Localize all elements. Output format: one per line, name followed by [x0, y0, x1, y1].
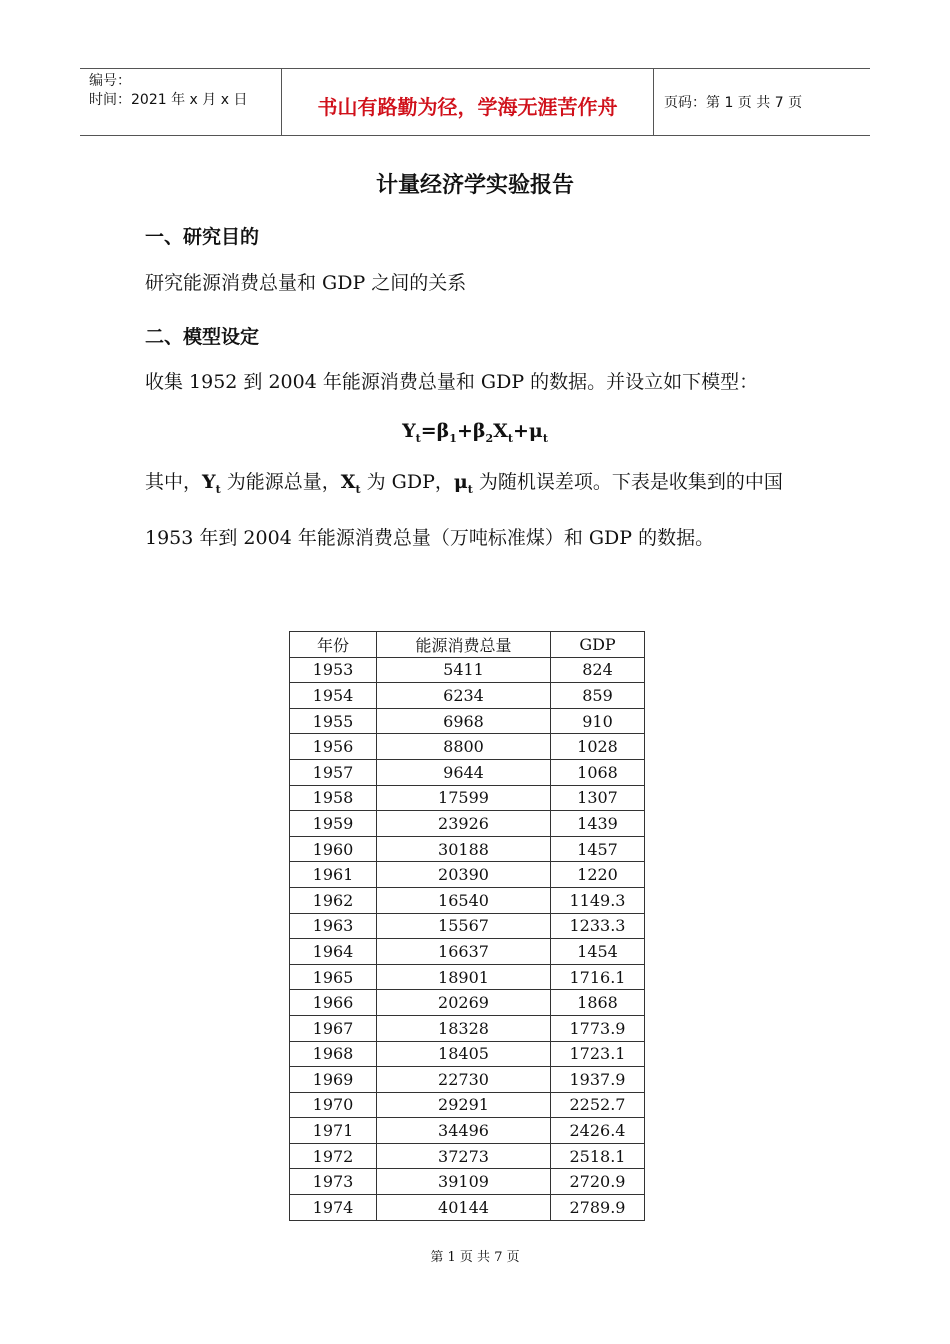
energy-gdp-table — [289, 631, 645, 1221]
header-meta — [80, 69, 282, 135]
table-row — [290, 1169, 645, 1195]
cell-energy: 34496 — [377, 1118, 551, 1144]
cell-year: 1968 — [290, 1041, 377, 1067]
section1-heading: 一、研究目的 — [145, 226, 260, 248]
table-row — [290, 990, 645, 1016]
variable-description: 其中，$Y_t$ 为能源总量，$X_t$ 为 GDP，$\mu_t$ 为随机误差项。下表是收集到的中国 1953 年到 2004 年能源消费总量（万吨标准煤）和 GDP 的数据。 — [145, 471, 783, 549]
cell-year: 1959 — [290, 811, 377, 837]
cell-gdp: 1220 — [551, 862, 645, 888]
cell-year: 1969 — [290, 1067, 377, 1093]
cell-year: 1965 — [290, 964, 377, 990]
cell-gdp: 1149.3 — [551, 887, 645, 913]
cell-gdp: 1773.9 — [551, 1015, 645, 1041]
cell-year: 1972 — [290, 1143, 377, 1169]
cell-gdp: 910 — [551, 708, 645, 734]
cell-energy: 40144 — [377, 1195, 551, 1221]
table-row — [290, 657, 645, 683]
cell-gdp: 2789.9 — [551, 1195, 645, 1221]
table-row — [290, 1067, 645, 1093]
table-row — [290, 734, 645, 760]
cell-gdp: 1868 — [551, 990, 645, 1016]
cell-energy: 29291 — [377, 1092, 551, 1118]
table-row — [290, 759, 645, 785]
cell-gdp: 2518.1 — [551, 1143, 645, 1169]
section1-text: 研究能源消费总量和 GDP 之间的关系 — [145, 272, 467, 294]
cell-energy: 9644 — [377, 759, 551, 785]
cell-year: 1953 — [290, 657, 377, 683]
cell-year: 1973 — [290, 1169, 377, 1195]
cell-energy: 30188 — [377, 836, 551, 862]
cell-energy: 6968 — [377, 708, 551, 734]
cell-year: 1970 — [290, 1092, 377, 1118]
cell-gdp: 824 — [551, 657, 645, 683]
table-row — [290, 862, 645, 888]
cell-gdp: 859 — [551, 683, 645, 709]
table-row — [290, 939, 645, 965]
table-row — [290, 1118, 645, 1144]
cell-energy: 39109 — [377, 1169, 551, 1195]
section2-heading: 二、模型设定 — [145, 326, 260, 348]
table-row — [290, 1041, 645, 1067]
cell-gdp: 1233.3 — [551, 913, 645, 939]
table-row — [290, 964, 645, 990]
model-formula: $Y_t=\beta_1+\beta_2X_t+\mu_t$ — [402, 420, 548, 445]
table-row — [290, 1015, 645, 1041]
cell-energy: 18901 — [377, 964, 551, 990]
cell-year: 1955 — [290, 708, 377, 734]
table-header-row — [290, 632, 645, 658]
cell-energy: 15567 — [377, 913, 551, 939]
cell-gdp: 1068 — [551, 759, 645, 785]
header-energy: 能源消费总量 — [377, 632, 551, 658]
document-number-label: 编号： — [89, 73, 131, 89]
table-row — [290, 811, 645, 837]
cell-gdp: 1723.1 — [551, 1041, 645, 1067]
cell-gdp: 1307 — [551, 785, 645, 811]
header-gdp: GDP — [551, 632, 645, 658]
cell-year: 1961 — [290, 862, 377, 888]
cell-gdp: 2426.4 — [551, 1118, 645, 1144]
cell-energy: 18328 — [377, 1015, 551, 1041]
cell-year: 1974 — [290, 1195, 377, 1221]
page-footer: 第 1 页 共 7 页 — [430, 1250, 520, 1265]
report-title: 计量经济学实验报告 — [375, 173, 574, 198]
table-row — [290, 1092, 645, 1118]
cell-year: 1962 — [290, 887, 377, 913]
table-row — [290, 887, 645, 913]
table-row — [290, 1195, 645, 1221]
cell-energy: 37273 — [377, 1143, 551, 1169]
cell-energy: 16637 — [377, 939, 551, 965]
cell-energy: 23926 — [377, 811, 551, 837]
cell-energy: 18405 — [377, 1041, 551, 1067]
cell-energy: 5411 — [377, 657, 551, 683]
cell-gdp: 1457 — [551, 836, 645, 862]
cell-year: 1964 — [290, 939, 377, 965]
section2-text: 收集 1952 到 2004 年能源消费总量和 GDP 的数据。并设立如下模型： — [145, 371, 759, 393]
table-row — [290, 836, 645, 862]
table-row — [290, 683, 645, 709]
cell-gdp: 1439 — [551, 811, 645, 837]
table-row — [290, 708, 645, 734]
cell-energy: 6234 — [377, 683, 551, 709]
cell-energy: 16540 — [377, 887, 551, 913]
cell-gdp: 2252.7 — [551, 1092, 645, 1118]
header-motto: 书山有路勤为径，学海无涯苦作舟 — [282, 69, 654, 135]
cell-energy: 22730 — [377, 1067, 551, 1093]
header-page-info: 页码：第 1 页 共 7 页 — [664, 95, 803, 111]
cell-year: 1971 — [290, 1118, 377, 1144]
page-header — [80, 68, 870, 136]
cell-year: 1960 — [290, 836, 377, 862]
table-row — [290, 785, 645, 811]
cell-gdp: 1937.9 — [551, 1067, 645, 1093]
cell-gdp: 1716.1 — [551, 964, 645, 990]
cell-year: 1958 — [290, 785, 377, 811]
cell-gdp: 1454 — [551, 939, 645, 965]
cell-year: 1966 — [290, 990, 377, 1016]
cell-year: 1963 — [290, 913, 377, 939]
header-year: 年份 — [290, 632, 377, 658]
table-row — [290, 1143, 645, 1169]
cell-year: 1956 — [290, 734, 377, 760]
cell-year: 1954 — [290, 683, 377, 709]
document-time-label: 时间：2021 年 x 月 x 日 — [89, 92, 248, 108]
cell-year: 1957 — [290, 759, 377, 785]
cell-gdp: 2720.9 — [551, 1169, 645, 1195]
cell-gdp: 1028 — [551, 734, 645, 760]
cell-energy: 20269 — [377, 990, 551, 1016]
cell-energy: 20390 — [377, 862, 551, 888]
cell-energy: 17599 — [377, 785, 551, 811]
table-row — [290, 913, 645, 939]
cell-energy: 8800 — [377, 734, 551, 760]
cell-year: 1967 — [290, 1015, 377, 1041]
